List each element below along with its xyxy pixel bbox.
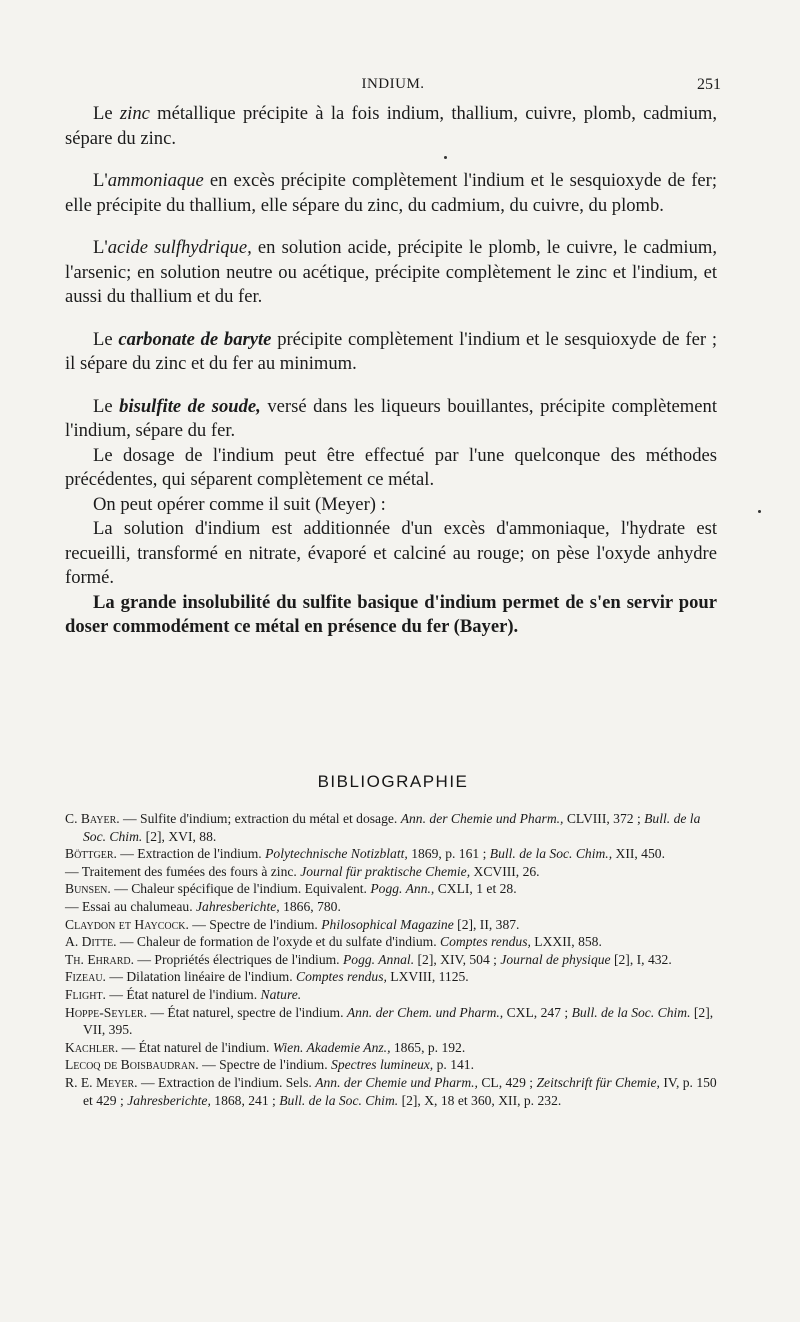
entry-source: Ann. der Chem. und Pharm., bbox=[346, 1004, 504, 1020]
entry-author: Bunsen. bbox=[65, 881, 111, 897]
entry-source: Bull. de la Soc. Chim. bbox=[83, 811, 701, 844]
entry-text: 1866, 780. bbox=[279, 898, 341, 914]
entry-text: [2], XVI, 88. bbox=[142, 828, 217, 844]
bibliography-list bbox=[65, 810, 725, 1109]
entry-source: Bull. de la Soc. Chim. bbox=[571, 1004, 691, 1020]
text-run: L' bbox=[93, 170, 108, 191]
bibliography-entry bbox=[65, 845, 725, 863]
bibliography-entry bbox=[65, 863, 725, 881]
entry-text: — Sulfite d'indium; extraction du métal et dosage. bbox=[119, 811, 401, 826]
entry-text: — Extraction de l'indium. Sels. bbox=[137, 1074, 316, 1090]
entry-author: Hoppe-Seyler. bbox=[65, 1004, 147, 1020]
entry-text: — Propriétés électriques de l'indium. bbox=[134, 951, 343, 967]
entry-source: Ann. der Chemie und Pharm., bbox=[315, 1074, 478, 1090]
entry-text: — État naturel de l'indium. bbox=[105, 986, 261, 1002]
entry-author: R. E. Meyer. bbox=[65, 1074, 138, 1090]
entry-text: — État naturel, spectre de l'indium. bbox=[146, 1004, 347, 1020]
entry-source: Philosophical Magazine bbox=[321, 916, 454, 932]
entry-source: Jahresberichte, bbox=[127, 1092, 211, 1108]
entry-author: Th. Ehrard. bbox=[65, 951, 135, 967]
entry-text: 1865, p. 192. bbox=[390, 1039, 466, 1055]
entry-text: — Dilatation linéaire de l'indium. bbox=[105, 969, 297, 985]
bibliography-entry bbox=[65, 898, 725, 916]
paragraph-bisulfite bbox=[65, 395, 717, 444]
paragraph-meyer: La solution d'indium est additionnée d'un excès d'ammoniaque, l'hydrate est recueilli, transformé en nitrate, évaporé et calciné au rouge; on pèse l'oxyde anhydre formé. bbox=[65, 518, 717, 588]
reagent-term: ammoniaque bbox=[107, 170, 204, 191]
entry-text: — État naturel de l'indium. bbox=[118, 1039, 273, 1055]
bibliography-entry bbox=[65, 933, 725, 951]
entry-text: [2], X, 18 et 360, XII, p. 232. bbox=[398, 1092, 562, 1108]
entry-source: Bull. de la Soc. Chim., bbox=[489, 846, 613, 862]
entry-text: XCVIII, 26. bbox=[470, 863, 540, 879]
text-run: Le bbox=[93, 103, 120, 124]
text-run: métallique précipite à la fois indium, thallium, cuivre, plomb, cadmium, sépare du zinc. bbox=[65, 103, 718, 149]
entry-author: Böttger. bbox=[65, 846, 117, 862]
reagent-term: acide sulfhydrique, bbox=[107, 237, 252, 258]
bibliography-entry bbox=[65, 1039, 725, 1057]
entry-text: [2], VII, 395. bbox=[83, 1004, 714, 1038]
body-text bbox=[65, 102, 717, 640]
entry-source: Spectres lumineux, bbox=[331, 1057, 434, 1073]
entry-text: — Chaleur spécifique de l'indium. Equivalent. bbox=[110, 881, 371, 897]
entry-text: — Traitement des fumées des fours à zinc. bbox=[65, 863, 301, 879]
bibliography-entry bbox=[65, 1056, 725, 1074]
paragraph-carbonate bbox=[65, 328, 717, 377]
entry-text: CLVIII, 372 ; bbox=[563, 811, 645, 826]
entry-text: — Spectre de l'indium. bbox=[198, 1057, 332, 1073]
paragraph-zinc bbox=[65, 102, 717, 151]
bibliography-entry bbox=[65, 1074, 725, 1109]
entry-text: — Extraction de l'indium. bbox=[116, 846, 266, 862]
bibliography-entry bbox=[65, 968, 725, 986]
entry-source: Wien. Akademie Anz., bbox=[272, 1039, 391, 1055]
entry-text: p. 141. bbox=[433, 1057, 474, 1073]
reagent-term: bisulfite de soude, bbox=[119, 395, 261, 417]
entry-author: Flight. bbox=[65, 986, 106, 1002]
bibliography-entry bbox=[65, 986, 725, 1004]
entry-text: IV, p. 150 et 429 ; bbox=[83, 1074, 717, 1108]
text-run: précipite complètement l'indium et le sesquioxyde de fer ; il sépare du zinc et du fer au minimum. bbox=[65, 328, 717, 374]
reagent-term: zinc bbox=[119, 103, 150, 124]
text-run: Le bbox=[93, 395, 120, 417]
entry-source: Jahresberichte, bbox=[196, 898, 280, 914]
text-run: versé dans les liqueurs bouillantes, précipite complètement l'indium, sépare du fer. bbox=[65, 395, 717, 441]
entry-author: Fizeau. bbox=[65, 969, 106, 985]
entry-source: Ann. der Chemie und Pharm., bbox=[400, 811, 564, 826]
entry-source: Nature. bbox=[260, 986, 302, 1002]
entry-author: Claydon et Haycock. bbox=[65, 916, 189, 932]
entry-text: 1869, p. 161 ; bbox=[407, 846, 490, 862]
text-run: L' bbox=[93, 237, 108, 258]
reagent-term: carbonate de baryte bbox=[118, 328, 272, 350]
entry-source: Polytechnische Notizblatt, bbox=[265, 846, 408, 862]
entry-text: [2], II, 387. bbox=[453, 916, 520, 932]
entry-text: [2], XIV, 504 ; bbox=[414, 951, 501, 967]
paragraph-acide-sulfhydrique bbox=[65, 236, 717, 310]
bibliography-entry bbox=[65, 880, 725, 898]
bibliography-entry bbox=[65, 951, 725, 969]
entry-text: 1868, 241 ; bbox=[210, 1092, 280, 1108]
print-speck bbox=[758, 510, 761, 513]
bibliography-entry bbox=[65, 916, 725, 934]
bibliography-heading: BIBLIOGRAPHIE bbox=[317, 772, 469, 791]
entry-author: Lecoq de Boisbaudran. bbox=[65, 1057, 199, 1073]
bibliography-entry bbox=[65, 810, 725, 845]
entry-source: Pogg. Annal. bbox=[342, 951, 415, 967]
entry-author: Kachler. bbox=[65, 1039, 119, 1055]
paragraph-ammoniaque bbox=[65, 169, 717, 218]
entry-text: LXVIII, 1125. bbox=[386, 969, 469, 985]
text-run: Le bbox=[93, 328, 119, 350]
page-number: 251 bbox=[697, 76, 721, 93]
entry-author: C. Bayer. bbox=[65, 811, 120, 826]
paragraph-bayer: La grande insolubilité du sulfite basique d'indium permet de s'en servir pour doser commodément ce métal en présence du fer (Bayer). bbox=[65, 591, 717, 637]
running-title: INDIUM. bbox=[361, 76, 425, 92]
text-run: en excès précipite complètement l'indium et le sesquioxyde de fer; elle précipite du thallium, elle sépare du zinc, du cadmium, du cuivre, du plomb. bbox=[65, 170, 717, 216]
entry-text: CXL, 247 ; bbox=[503, 1004, 572, 1020]
entry-source: Bull. de la Soc. Chim. bbox=[279, 1092, 399, 1108]
entry-author: A. Ditte. bbox=[65, 934, 117, 950]
entry-text: — Spectre de l'indium. bbox=[188, 916, 322, 932]
entry-source: Journal für praktische Chemie, bbox=[300, 863, 471, 879]
entry-text: CXLI, 1 et 28. bbox=[434, 881, 517, 897]
text-run: en solution acide, précipite le plomb, le cuivre, le cadmium, l'arsenic; en solution neutre ou acétique, précipite complètement le zinc et l'indium, et aussi du thallium et du fer. bbox=[65, 237, 717, 307]
entry-source: Zeitschrift für Chemie, bbox=[536, 1074, 660, 1090]
bibliography-entry bbox=[65, 1004, 725, 1039]
entry-text: [2], I, 432. bbox=[610, 951, 672, 967]
entry-text: XII, 450. bbox=[612, 846, 665, 862]
entry-source: Journal de physique bbox=[500, 951, 611, 967]
print-speck bbox=[444, 156, 447, 159]
paragraph-dosage: Le dosage de l'indium peut être effectué par l'une quelconque des méthodes précédentes, qui séparent complètement ce métal. bbox=[65, 444, 717, 490]
entry-text: — Chaleur de formation de l'oxyde et du sulfate d'indium. bbox=[116, 934, 441, 950]
entry-source: Comptes rendus, bbox=[440, 934, 531, 950]
entry-text: CL, 429 ; bbox=[477, 1074, 537, 1090]
entry-text: LXXII, 858. bbox=[530, 934, 602, 950]
paragraph-methode: On peut opérer comme il suit (Meyer) : bbox=[93, 493, 386, 515]
entry-source: Comptes rendus, bbox=[296, 969, 387, 985]
running-head bbox=[65, 76, 721, 98]
entry-source: Pogg. Ann., bbox=[370, 881, 435, 897]
entry-text: — Essai au chalumeau. bbox=[65, 898, 196, 914]
